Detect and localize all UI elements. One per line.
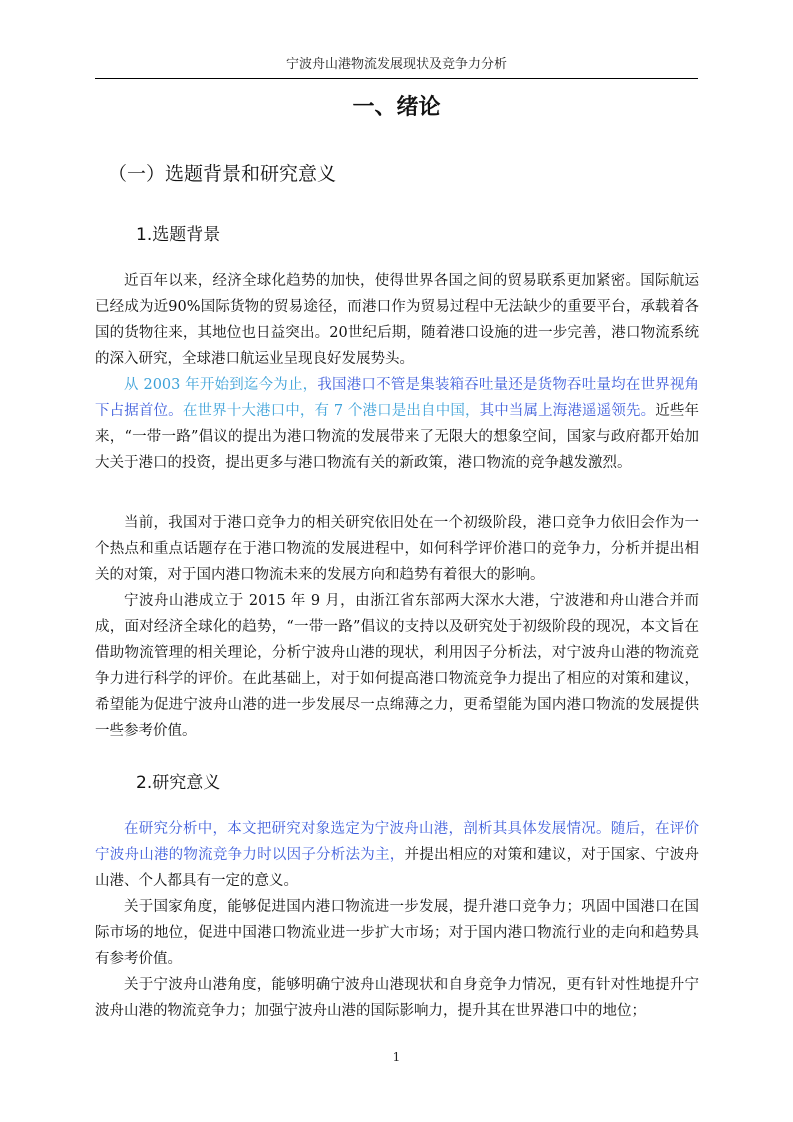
page-number: 1 bbox=[392, 1050, 401, 1064]
paragraph-port-ranking bbox=[95, 372, 699, 476]
text-span: 近些年来，“一带一路”倡议的提出为港口物流的发展带来了无限大的想象空间，国家与政府都开始加大关于港口的投资，提出更多与港口物流有关的新政策，港口物流的竞争越发激烈。 bbox=[95, 403, 700, 471]
highlight-span: 其中当属上海港遥遥领先。 bbox=[479, 403, 656, 419]
highlight-span: 在世界十大港口中，有 7 个港口是出自中国， bbox=[182, 403, 480, 419]
paragraph-current-research: 当前，我国对于港口竞争力的相关研究依旧处在一个初级阶段，港口竞争力依旧会作为一个热点和重点话题存在于港口物流的发展进程中，如何科学评价港口的竞争力，分析并提出相关的对策，对于国内港口物流未来的发展方向和趋势有着很大的影响。 bbox=[95, 515, 699, 583]
header-divider bbox=[95, 78, 698, 79]
paragraph-research-method bbox=[95, 816, 699, 894]
chapter-title: 一、绪论 bbox=[352, 95, 441, 120]
highlight-span: 我国港口不管是集装箱吞吐量还是货物吞吐量均在世界视角下占据首位。 bbox=[95, 377, 700, 419]
highlight-span: 从 2003 年开始到迄今为止， bbox=[124, 377, 318, 393]
subsection-heading-significance: 2.研究意义 bbox=[136, 773, 221, 793]
section-heading: （一）选题背景和研究意义 bbox=[108, 163, 337, 185]
running-header: 宁波舟山港物流发展现状及竞争力分析 bbox=[285, 57, 507, 72]
paragraph-national-perspective: 关于国家角度，能够促进国内港口物流进一步发展，提升港口竞争力；巩固中国港口在国际市场的地位，促进中国港口物流业进一步扩大市场；对于国内港口物流行业的走向和趋势具有参考价值。 bbox=[95, 899, 699, 967]
highlight-span: 在研究分析中，本文把研究对象选定为宁波舟山港，剖析其具体发展情况。随后，在评价宁波舟山港的物流竞争力时以因子分析法为主， bbox=[95, 821, 699, 863]
text-span: 并提出相应的对策和建议，对于国家、宁波舟山港、个人都具有一定的意义。 bbox=[95, 847, 700, 889]
subsection-heading-background: 1.选题背景 bbox=[136, 225, 221, 245]
paragraph-ningbo-zhoushan: 宁波舟山港成立于 2015 年 9 月，由浙江省东部两大深水大港，宁波港和舟山港合并而成，面对经济全球化的趋势，“一带一路”倡议的支持以及研究处于初级阶段的现况，本文旨在借助物流管理的相关理论，分析宁波舟山港的现状，利用因子分析法，对宁波舟山港的物流竞争力进行科学的评价。在此基础上，对于如何提高港口物流竞争力提出了相应的对策和建议，希望能为促进宁波舟山港的进一步发展尽一点绵薄之力，更希望能为国内港口物流的发展提供一些参考价值。 bbox=[95, 593, 699, 739]
paragraph-intro: 近百年以来，经济全球化趋势的加快，使得世界各国之间的贸易联系更加紧密。国际航运已经成为近90%国际货物的贸易途径，而港口作为贸易过程中无法缺少的重要平台，承载着各国的货物往来，其地位也日益突出。20世纪后期，随着港口设施的进一步完善，港口物流系统的深入研究，全球港口航运业呈现良好发展势头。 bbox=[95, 273, 699, 367]
paragraph-port-perspective: 关于宁波舟山港角度，能够明确宁波舟山港现状和自身竞争力情况，更有针对性地提升宁波舟山港的物流竞争力；加强宁波舟山港的国际影响力，提升其在世界港口中的地位； bbox=[95, 977, 699, 1019]
